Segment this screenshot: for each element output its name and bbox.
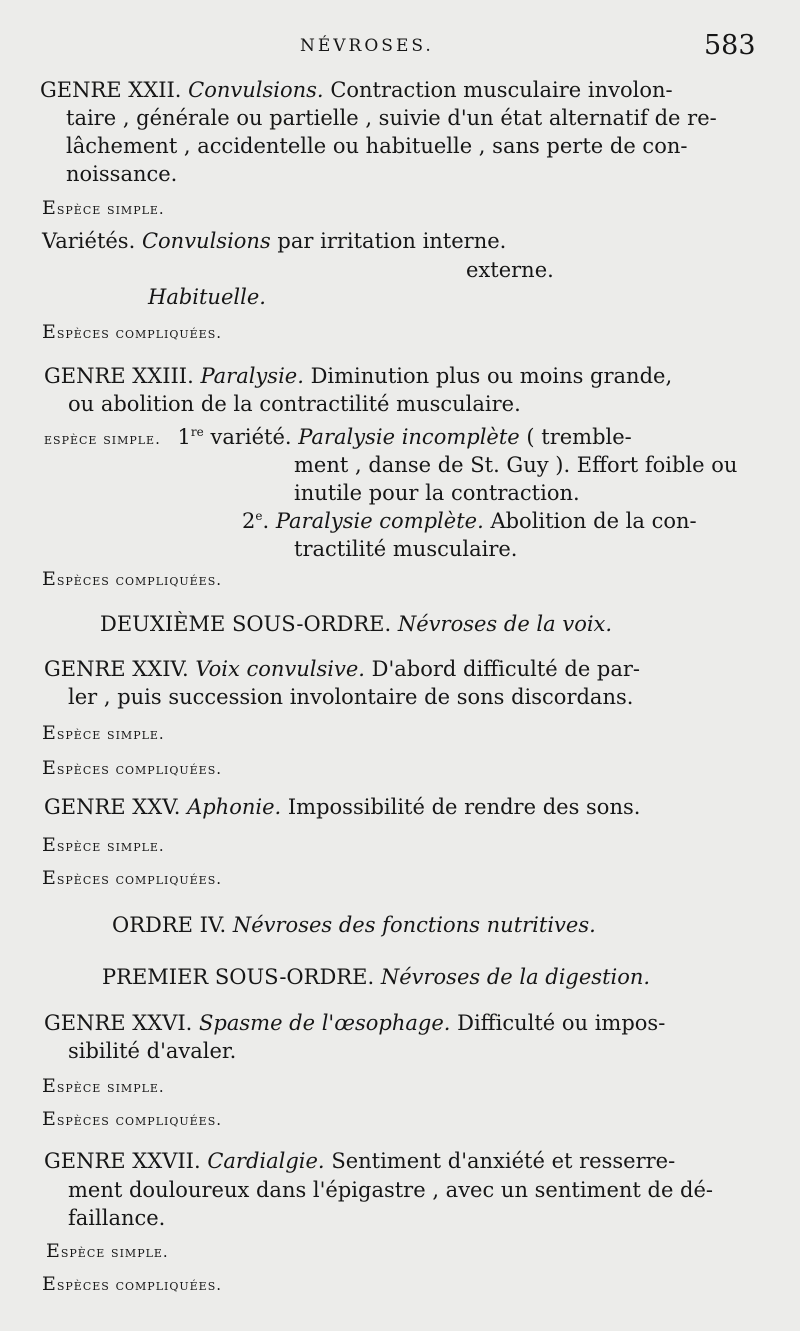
especes-compliquees: Espèces compliquées.	[42, 568, 222, 590]
especes-compliquees: Espèces compliquées.	[42, 867, 222, 889]
running-title: NÉVROSES.	[300, 36, 434, 56]
genre-label: GENRE XXII.	[40, 78, 182, 102]
sous-ordre-1-heading	[102, 965, 650, 989]
genre-name: Spasme de l'œsophage.	[199, 1011, 451, 1035]
definition-line: taire , générale ou partielle , suivie d'un état alternatif de re-	[66, 106, 717, 130]
espece-simple: Espèce simple.	[42, 834, 165, 856]
variety-habituelle: Habituelle.	[148, 285, 266, 309]
variety-text: ment , danse de St. Guy ). Effort foible ou	[294, 453, 738, 477]
sous-ordre-name: Névroses de la voix.	[397, 612, 613, 636]
genre-26-heading	[44, 1011, 665, 1035]
espece-simple: Espèce simple.	[42, 197, 165, 219]
definition-line: noissance.	[66, 162, 178, 186]
variety-sup: e	[255, 509, 263, 523]
espece-simple: Espèce simple.	[42, 722, 165, 744]
definition-line: ou abolition de la contractilité musculaire.	[68, 392, 521, 416]
definition-line: ler , puis succession involontaire de sons discordans.	[68, 685, 634, 709]
definition-line: lâchement , accidentelle ou habituelle , sans perte de con-	[66, 134, 688, 158]
sous-ordre-label: PREMIER SOUS-ORDRE.	[102, 965, 375, 989]
genre-label: GENRE XXVI.	[44, 1011, 193, 1035]
definition-line: Contraction musculaire involon-	[330, 78, 673, 102]
variety-text: ( tremble-	[526, 425, 632, 449]
variety-name: Paralysie complète.	[275, 509, 484, 533]
sous-ordre-2-heading	[100, 612, 612, 636]
genre-name: Voix convulsive.	[195, 657, 365, 681]
especes-compliquees: Espèces compliquées.	[42, 757, 222, 779]
varietes-line	[42, 229, 506, 253]
genre-label: GENRE XXIII.	[44, 364, 194, 388]
genre-25-heading	[44, 795, 640, 819]
sous-ordre-label: DEUXIÈME SOUS-ORDRE.	[100, 612, 392, 636]
genre-label: GENRE XXIV.	[44, 657, 189, 681]
ordre-label: ORDRE IV.	[112, 913, 227, 937]
variety-text: tractilité musculaire.	[294, 537, 518, 561]
variety-number: 2	[242, 509, 256, 533]
variety-name: Convulsions	[141, 229, 271, 253]
definition-line: Difficulté ou impos-	[457, 1011, 666, 1035]
genre-name: Paralysie.	[200, 364, 304, 388]
variety-number: 1	[177, 425, 191, 449]
espece-simple: Espèce simple.	[46, 1240, 169, 1262]
especes-compliquees: Espèces compliquées.	[42, 1108, 222, 1130]
genre-name: Convulsions.	[188, 78, 324, 102]
ordre-4-heading	[112, 913, 596, 937]
definition-line: Sentiment d'anxiété et resserre-	[331, 1149, 676, 1173]
definition-line: faillance.	[68, 1206, 166, 1230]
variety-1-line	[44, 425, 632, 449]
definition-line: Diminution plus ou moins grande,	[310, 364, 673, 388]
sous-ordre-name: Névroses de la digestion.	[380, 965, 651, 989]
variety-name: Paralysie incomplète	[298, 425, 520, 449]
genre-label: GENRE XXV.	[44, 795, 181, 819]
espece-simple: espèce simple.	[44, 430, 161, 448]
variety-label: variété.	[210, 425, 292, 449]
genre-22-heading	[40, 78, 673, 102]
variety-text: Abolition de la con-	[490, 509, 697, 533]
varietes-label: Variétés.	[42, 229, 136, 253]
definition-line: ment douloureux dans l'épigastre , avec un sentiment de dé-	[68, 1178, 714, 1202]
genre-23-heading	[44, 364, 672, 388]
genre-27-heading	[44, 1149, 675, 1173]
variety-text: inutile pour la contraction.	[294, 481, 580, 505]
genre-24-heading	[44, 657, 640, 681]
genre-name: Cardialgie.	[207, 1149, 325, 1173]
variety-sup: re	[190, 425, 204, 439]
variety-text: par irritation interne.	[277, 229, 507, 253]
definition-line: D'abord difficulté de par-	[371, 657, 641, 681]
genre-name: Aphonie.	[187, 795, 282, 819]
variety-2-line	[242, 509, 697, 533]
definition-line: sibilité d'avaler.	[68, 1039, 237, 1063]
especes-compliquees: Espèces compliquées.	[42, 321, 222, 343]
variety-label: .	[262, 509, 270, 533]
ordre-name: Névroses des fonctions nutritives.	[232, 913, 596, 937]
genre-label: GENRE XXVII.	[44, 1149, 201, 1173]
especes-compliquees: Espèces compliquées.	[42, 1273, 222, 1295]
espece-simple: Espèce simple.	[42, 1075, 165, 1097]
page-number: 583	[704, 30, 756, 61]
variety-externe: externe.	[466, 258, 554, 282]
definition-line: Impossibilité de rendre des sons.	[287, 795, 641, 819]
